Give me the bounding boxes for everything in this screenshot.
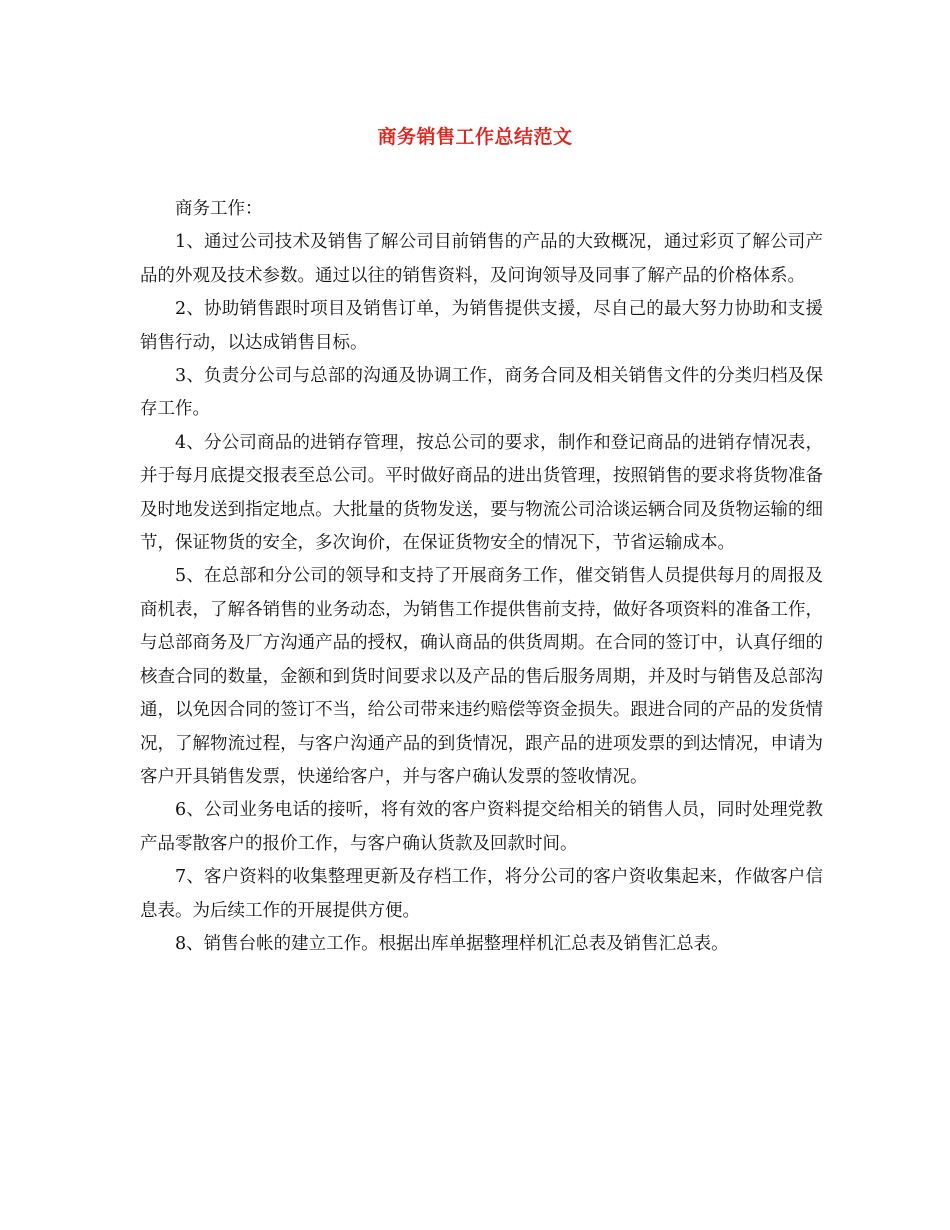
paragraph-item-2: 2、协助销售跟时项目及销售订单，为销售提供支援，尽自己的最大努力协助和支援销售行动，以达成销售目标。 bbox=[140, 299, 823, 353]
paragraph-item-7: 7、客户资料的收集整理更新及存档工作，将分公司的客户资收集起来，作做客户信息表。为后续工作的开展提供方便。 bbox=[140, 867, 823, 921]
paragraph-item-3: 3、负责分公司与总部的沟通及协调工作，商务合同及相关销售文件的分类归档及保存工作。 bbox=[140, 366, 823, 420]
paragraph-item-5: 5、在总部和分公司的领导和支持了开展商务工作，催交销售人员提供每月的周报及商机表，了解各销售的业务动态，为销售工作提供售前支持，做好各项资料的准备工作，与总部商务及厂方沟通产品的授权，确认商品的供货周期。在合同的签订中，认真仔细的核查合同的数量，金额和到货时间要求以及产品的售后服务周期，并及时与销售及总部沟通，以免因合同的签订不当，给公司带来违约赔偿等资金损失。跟进合同的产品的发货情况，了解物流过程，与客户沟通产品的到货情况，跟产品的进项发票的到达情况，申请为客户开具销售发票，快递给客户，并与客户确认发票的签收情况。 bbox=[140, 566, 823, 787]
paragraph-item-6: 6、公司业务电话的接听，将有效的客户资料提交给相关的销售人员，同时处理党教产品零散客户的报价工作，与客户确认货款及回款时间。 bbox=[140, 800, 823, 854]
document-title: 商务销售工作总结范文 bbox=[377, 126, 573, 148]
paragraph-intro: 商务工作： bbox=[175, 199, 263, 219]
paragraph-item-1: 1、通过公司技术及销售了解公司目前销售的产品的大致概况，通过彩页了解公司产品的外观及技术参数。通过以往的销售资料，及问询领导及同事了解产品的价格体系。 bbox=[140, 232, 823, 286]
paragraph-item-8: 8、销售台帐的建立工作。根据出库单据整理样机汇总表及销售汇总表。 bbox=[175, 933, 729, 954]
document-body bbox=[140, 193, 823, 961]
paragraph-item-4: 4、分公司商品的进销存管理，按总公司的要求，制作和登记商品的进销存情况表，并于每月底提交报表至总公司。平时做好商品的进出货管理，按照销售的要求将货物准备及时地发送到指定地点。大批量的货物发送，要与物流公司洽谈运辆合同及货物运输的细节，保证物货的安全，多次询价，在保证货物安全的情况下，节省运输成本。 bbox=[140, 432, 823, 554]
